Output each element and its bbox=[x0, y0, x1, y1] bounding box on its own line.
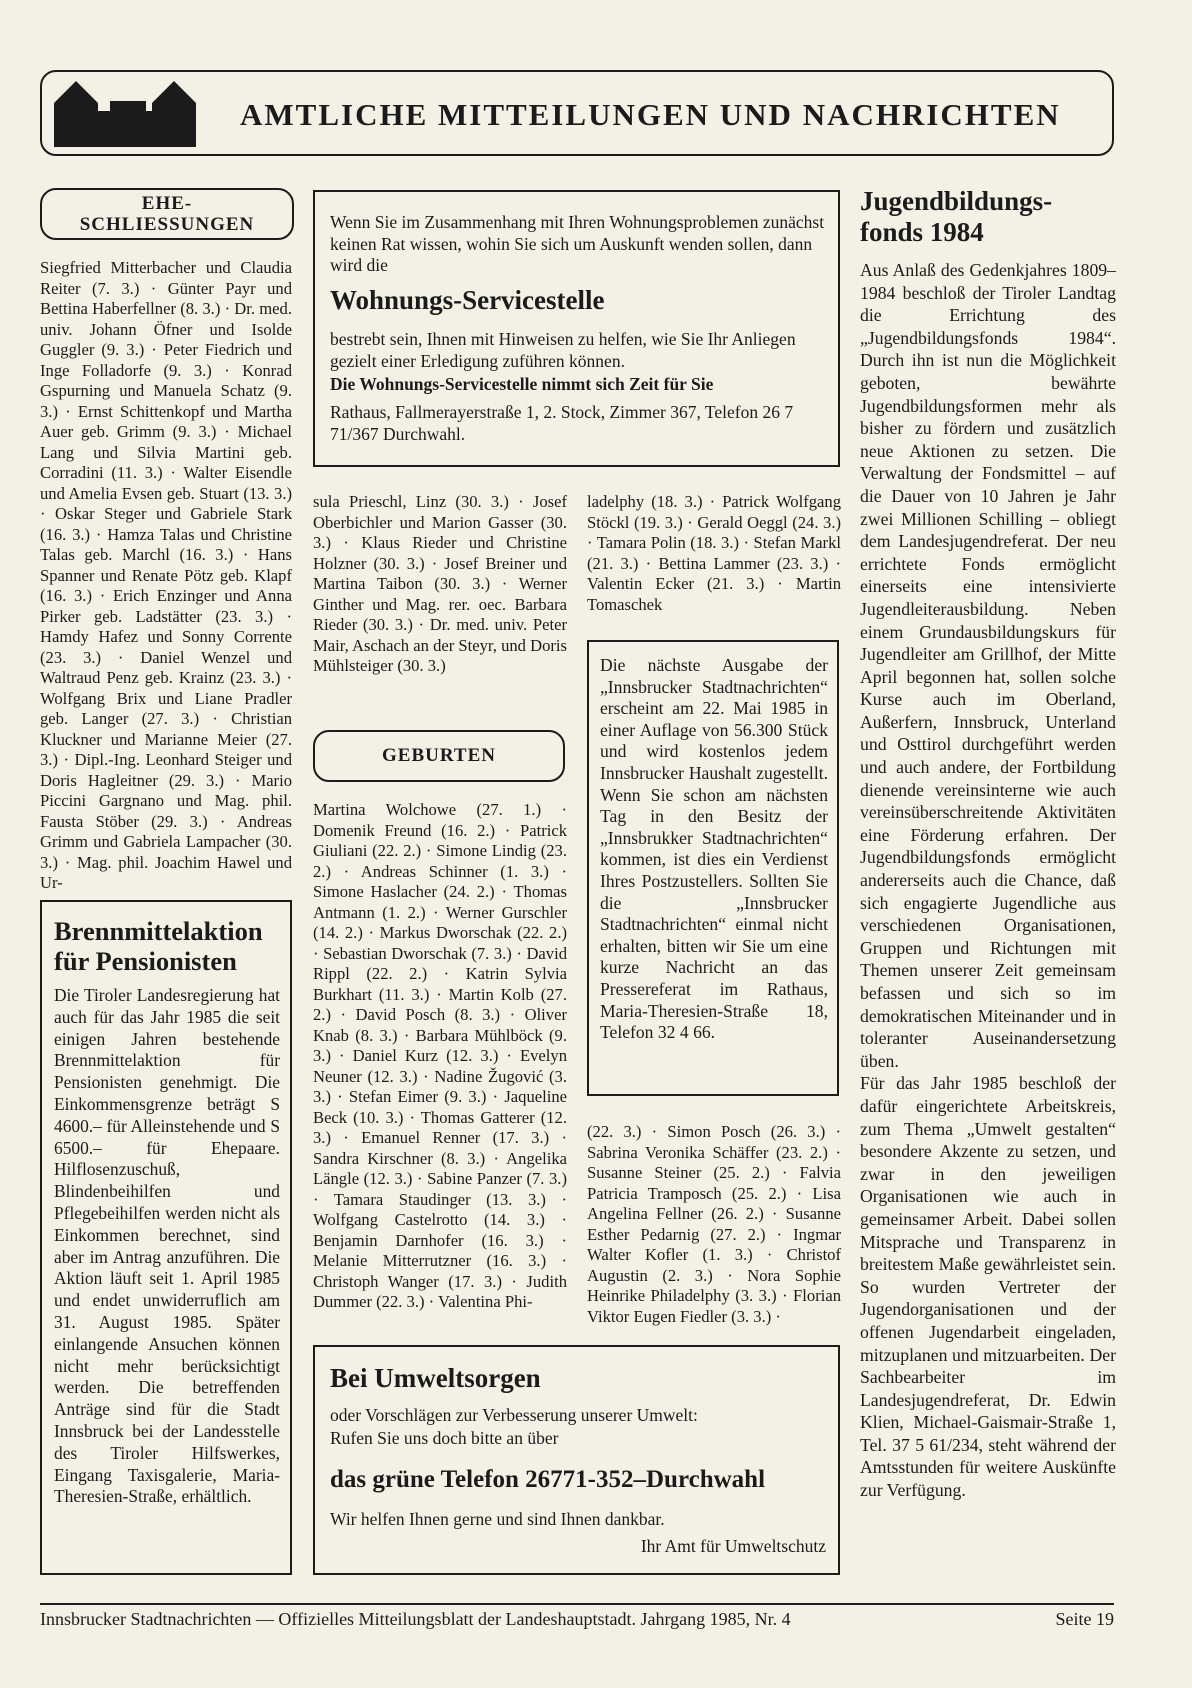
youth-fund-title-line1: Jugendbildungs- bbox=[860, 186, 1053, 216]
housing-address: Rathaus, Fallmerayerstraße 1, 2. Stock, Zimmer 367, Telefon 26 7 71/367 Durchwahl. bbox=[330, 402, 794, 444]
youth-fund-paragraph-2: Für das Jahr 1985 beschloß der dafür eingerichtete Arbeitskreis, zum Thema „Umwelt gestalten“ besondere Akzente zu setzen, und zwar in den jeweiligen Organisationen wie auch in gemeinsamer Arbeit. Dabei sollen Mitsprache und Transparenz in breitestem Maße gewährleistet sein. So wurden Vertreter der Jugendorganisationen und der offenen Jugendarbeit eingeladen, mitzuplanen und mitzuarbeiten. Der Sachbearbeiter im Landesjugendreferat, Dr. Edwin Klien, Michael-Gaismair-Straße 1, Tel. 37 5 61/234, steht während der Amtsstunden für weitere Auskünfte zur Verfügung. bbox=[860, 1073, 1116, 1501]
housing-intro: Wenn Sie im Zusammenhang mit Ihren Wohnungsproblemen zunächst keinen Rat wissen, wohin Sie sich um Auskunft wenden sollen, dann wird die bbox=[330, 212, 825, 275]
marriages-heading-line1: EHE- bbox=[141, 193, 193, 214]
youth-fund-title bbox=[860, 186, 1116, 248]
births-heading bbox=[313, 730, 565, 782]
marriages-heading bbox=[40, 188, 294, 240]
page-number: Seite 19 bbox=[1055, 1609, 1114, 1629]
youth-fund-title-line2: fonds 1984 bbox=[860, 217, 984, 247]
marriages-text: Siegfried Mitterbacher und Claudia Reiter (7. 3.) · Günter Payr und Bettina Haberfellner (8. 3.) · Dr. med. univ. Johann Öfner und Isolde Guggler (9. 3.) · Peter Fiedrich und Inge Folladorfe (9. 3.) · Konrad Gspurning und Manuela Schatz (9. 3.) · Ernst Schittenkopf und Martha Auer geb. Grimm (9. 3.) · Michael Lang und Silvia Martini geb. Corradini (11. 3.) · Walter Eisendle und Amelia Evsen geb. Stuart (13. 3.) · Oskar Steger und Gabriele Stark (16. 3.) · Hamza Talas und Christine Talas geb. Marchl (16. 3.) · Hans Spanner und Renate Pötz geb. Klapf (16. 3.) · Erich Enzinger und Anna Pirker geb. Ladstätter (23. 3.) · Hamdy Hafez und Sonny Corrente (23. 3.) · Daniel Wenzel und Waltraud Penz geb. Krainz (23. 3.) · Wolfgang Brix und Liane Pradler geb. Langer (27. 3.) · Christian Kluckner und Marianne Meier (27. 3.) · Dipl.-Ing. Leonhard Steiger und Doris Hagleitner (29. 3.) · Mario Piccini Gargnano und Mag. phil. Fausta Stöber (29. 3.) · Andreas Grimm und Gabriela Lampacher (30. 3.) · Mag. phil. Joachim Hawel und Ur- bbox=[40, 258, 292, 892]
births-text-cont: (22. 3.) · Simon Posch (26. 3.) · Sabrina Veronika Schäffer (23. 2.) · Susanne Steiner (25. 2.) · Falvia Patricia Tramposch (25. 2.) · Lisa Angelina Fellner (26. 2.) · Susanne Esther Pedarnig (27. 2.) · Ingmar Walter Kofler (1. 3.) · Christof Augustin (2. 3.) · Nora Sophie Heinrike Philadelphy (3. 3.) · Florian Viktor Eugen Fiedler (3. 3.) · bbox=[587, 1122, 841, 1326]
environment-line3: Wir helfen Ihnen gerne und sind Ihnen dankbar. bbox=[330, 1509, 665, 1529]
births-text: Martina Wolchowe (27. 1.) · Domenik Freund (16. 2.) · Patrick Giuliani (22. 2.) · Simone Lindig (23. 2.) · Andreas Schinner (1. 3.) · Simone Haslacher (24. 2.) · Thomas Antmann (1. 2.) · Werner Gurschler (14. 2.) · Markus Dworschak (22. 2.) · Sebastian Dworschak (7. 3.) · David Rippl (22. 2.) · Katrin Sylvia Burkhart (11. 3.) · Martin Kolb (27. 2.) · David Posch (8. 3.) · Oliver Knab (8. 3.) · Barbara Mühlböck (9. 3.) · Daniel Kurz (12. 3.) · Evelyn Neuner (12. 3.) · Nadine Žugović (3. 3.) · Stefan Eimer (9. 3.) · Jaqueline Beck (10. 3.) · Thomas Gatterer (12. 3.) · Emanuel Renner (17. 3.) · Sandra Kirschner (8. 3.) · Angelika Längle (12. 3.) · Sabine Panzer (7. 3.) · Tamara Staudinger (13. 3.) · Wolfgang Castelrotto (14. 3.) · Benjamin Darnhofer (16. 3.) · Melanie Mitterrutzner (16. 3.) · Christoph Wanger (17. 3.) · Judith Dummer (22. 3.) · Valentina Phi- bbox=[313, 800, 567, 1311]
marriages-text-cont2: ladelphy (18. 3.) · Patrick Wolfgang Stöckl (19. 3.) · Gerald Oeggl (24. 3.) · Tamara Polin (18. 3.) · Stefan Markl (21. 3.) · Bettina Lammer (23. 3.) · Valentin Ecker (21. 3.) · Martin Tomaschek bbox=[587, 492, 841, 614]
births-heading-label: GEBURTEN bbox=[382, 745, 496, 766]
environment-phone: das grüne Telefon 26771-352–Durchwahl bbox=[330, 1466, 766, 1493]
environment-title: Bei Umweltsorgen bbox=[330, 1363, 541, 1393]
environment-signature: Ihr Amt für Umweltschutz bbox=[640, 1536, 826, 1556]
fuel-aid-text: Die Tiroler Landesregierung hat auch für das Jahr 1985 die seit einigen Jahren bestehende Brennmittelaktion für Pensionisten genehmigt. Die Einkommensgrenze beträgt S 4600.– für Alleinstehende und S 6500.– für Ehepaare. Hilflosenzuschuß, Blindenbeihilfen und Pflegebeihilfen werden nicht als Einkommen berechnet, sind aber im Antrag anzuführen. Die Aktion läuft seit 1. April 1985 und endet unwiderruflich am 31. August 1985. Später einlangende Ansuchen können nicht mehr berücksichtigt werden. Die betreffenden Anträge sind für die Stadt Innsbruck bei der Landesstelle des Tiroler Hilfswerkes, Eingang Taxisgalerie, Maria-Theresien-Straße, erhältlich. bbox=[54, 985, 280, 1507]
footer-rule bbox=[40, 1603, 1114, 1605]
section-title: AMTLICHE MITTEILUNGEN UND NACHRICHTEN bbox=[240, 97, 1061, 132]
marriages-heading-line2: SCHLIESSUNGEN bbox=[79, 214, 255, 235]
footer bbox=[40, 1609, 1114, 1630]
environment-line2: Rufen Sie uns doch bitte an über bbox=[330, 1428, 559, 1448]
youth-fund-paragraph-1: Aus Anlaß des Gedenkjahres 1809–1984 beschloß der Tiroler Landtag die Errichtung des „Jugendbildungsfonds 1984“. Durch ihn ist nun die Möglichkeit geboten, bewährte Jugendbildungsformen mehr als bisher zu fördern und zusätzlich neue Aktionen zu setzen. Die Verwaltung der Fondsmittel – auf die Dauer von 10 Jahren je Jahr zwei Millionen Schilling – obliegt dem Landesjugendreferat. Der neu errichtete Fonds ermöglicht einerseits eine intensivierte Jugendleiterausbildung. Neben einem Grundausbildungskurs für Jugendleiter am Grillhof, der Mitte April begonnen hat, sollen solche Kurse auch im Oberland, Außerfern, Innsbruck, Unterland und Osttirol durchgeführt werden und auch andere, der Fortbildung dienende vereinsinterne wie auch vereinsüberschreitende Aktivitäten eine Förderung erfahren. Der Jugendbildungsfonds ermöglicht andererseits auch die Chance, daß sich engagierte Jugendliche aus verschiedenen Organisationen, Gruppen und Richtungen mit Themen unserer Zeit gemeinsam befassen und sich so im demokratischen Miteinander und in toleranter Auseinandersetzung üben. bbox=[860, 260, 1116, 1071]
next-issue-text: Die nächste Ausgabe der „Innsbrucker Stadtnachrichten“ erscheint am 22. Mai 1985 in einer Auflage von 56.300 Stück und wird kostenlos jedem Innsbrucker Haushalt zugestellt. Wenn Sie schon am nächsten Tag in den Besitz der „Innsbrukker Stadtnachrichten“ kommen, ist dies ein Verdienst Ihres Postzustellers. Sollten Sie die „Innsbrucker Stadtnachrichten“ einmal nicht erhalten, bitten wir Sie um eine kurze Nachricht an das Pressereferat im Rathaus, Maria-Theresien-Straße 18, Telefon 32 4 66. bbox=[600, 655, 828, 1043]
housing-title: Wohnungs-Servicestelle bbox=[330, 285, 605, 315]
housing-subtitle: Die Wohnungs-Servicestelle nimmt sich Zeit für Sie bbox=[330, 374, 714, 394]
fuel-aid-title-line2: für Pensionisten bbox=[54, 946, 237, 976]
housing-body: bestrebt sein, Ihnen mit Hinweisen zu helfen, wie Sie Ihr Anliegen gezielt einer Erledigung zuführen können. bbox=[330, 329, 796, 371]
marriages-text-cont: sula Prieschl, Linz (30. 3.) · Josef Oberbichler und Marion Gasser (30. 3.) · Klaus Rieder und Christine Holzner (30. 3.) · Josef Breiner und Martina Taibon (30. 3.) · Werner Ginther und Mag. rer. oec. Barbara Rieder (30. 3.) · Dr. med. univ. Peter Mair, Aschach an der Steyr, und Doris Mühlsteiger (30. 3.) bbox=[313, 492, 567, 675]
footer-publication: Innsbrucker Stadtnachrichten — Offizielles Mitteilungsblatt der Landeshauptstadt. Jahrgang 1985, Nr. 4 bbox=[40, 1609, 791, 1629]
city-logo-icon bbox=[52, 77, 202, 149]
environment-line1: oder Vorschlägen zur Verbesserung unserer Umwelt: bbox=[330, 1405, 698, 1425]
fuel-aid-title-line1: Brennmittelaktion bbox=[54, 916, 263, 946]
fuel-aid-title bbox=[54, 916, 286, 976]
youth-fund-text bbox=[860, 259, 1116, 1502]
